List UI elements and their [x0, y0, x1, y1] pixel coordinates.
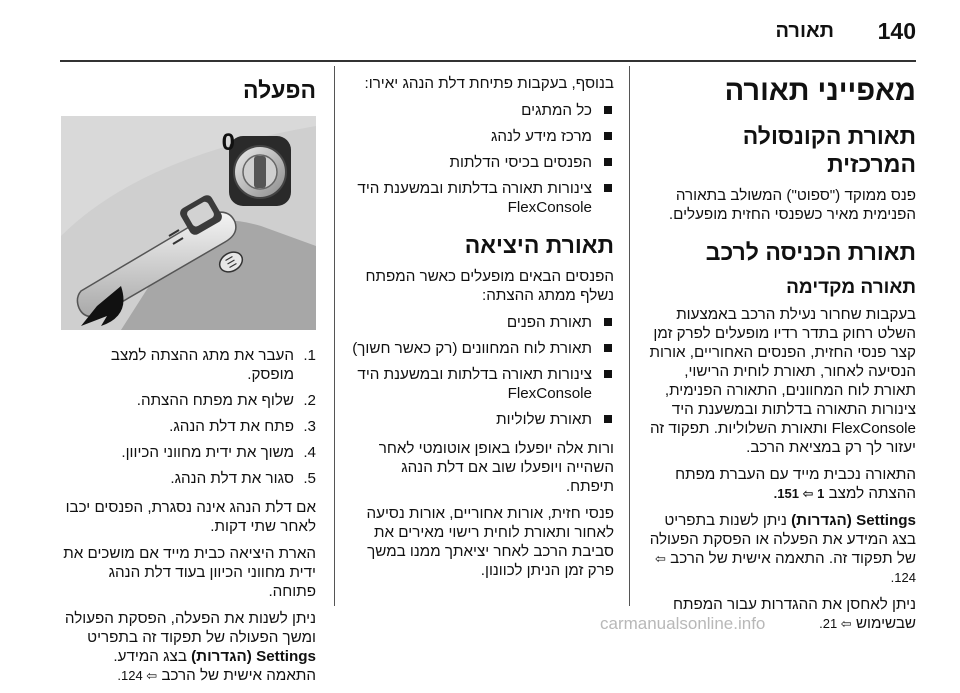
watermark: carmanualsonline.info: [600, 614, 766, 633]
step-item: 5. סגור את דלת הנהג.: [170, 470, 316, 487]
settings-term: Settings (הגדרות): [791, 512, 916, 529]
list-item: צינורות תאורה בדלתות ובמשענת היד FlexConsole: [352, 365, 614, 403]
door-light-list: [352, 101, 614, 217]
entry-paragraph: ניתן לאחסן את ההגדרות עבור המפתח שבשימוש ⇦ 21.: [672, 596, 916, 632]
entry-lighting-heading: תאורת הכניסה לרכב: [705, 239, 916, 265]
central-console-text: פנס ממוקד ("ספוט") המשולב בתאורה הפנימית מאיר כשפנסי החזית מופעלים.: [668, 187, 916, 223]
column-divider: [629, 66, 630, 606]
exit-lighting-heading: תאורת היציאה: [464, 232, 614, 258]
right-column: [648, 74, 916, 641]
stalk-illustration: [61, 116, 316, 330]
entry-paragraph: Settings (הגדרות) ניתן לשנות בתפריט בצג המידע את הפעלה או הפסקת הפעולה של תפקוד זה. התאמה אישית של הרכב ⇦ 124.: [649, 512, 916, 585]
central-console-heading: תאורת הקונסולה המרכזית: [742, 123, 916, 177]
step-item: 2. שלוף את מפתח ההצתה.: [136, 392, 316, 409]
list-item: תאורת הפנים: [352, 313, 614, 332]
page-reference: ⇦ 21.: [819, 616, 852, 631]
welcome-lighting-heading: תאורה מקדימה: [786, 277, 916, 298]
page-reference: ⇦ 124.: [117, 668, 158, 683]
exit-light-list: [352, 313, 614, 429]
middle-column: [352, 74, 614, 588]
list-item: מרכז מידע לנהג: [352, 127, 614, 146]
exit-intro: הפנסים הבאים מופעלים כאשר המפתח נשלף ממתג ההצתה:: [365, 268, 614, 304]
entry-paragraph: התאורה נכבית מייד עם העברת מפתח ההצתה למצב 1 ⇦ 151.: [675, 466, 916, 502]
list-item: תאורת שלוליות: [352, 410, 614, 429]
section-title: מאפייני תאורה: [724, 75, 916, 107]
page-reference: 1 ⇦ 151.: [773, 486, 825, 501]
page-header: [60, 12, 916, 56]
settings-term: Settings (הגדרות): [191, 648, 316, 665]
entry-paragraph: בעקבות שחרור נעילת הרכב באמצעות השלט רחוק בתדר רדיו מופעלים לפרק זמן קצר פנסי החזית, הפנסים האחוריים, אורות הנסיעה לאחור, תאורת לוחית הרישוי, תאורת לוח המחוונים, התאורה הפנימית, צינורות התאורה בדלתות ובמשענת היד FlexConsole ותאורת השלוליות. תפקוד זה יעזור לך רק במציאת הרכב.: [649, 306, 916, 456]
door-intro: בנוסף, בעקבות פתיחת דלת הנהג יאירו:: [364, 75, 614, 92]
activation-paragraph: אם דלת הנהג אינה נסגרת, הפנסים יכבו לאחר שתי דקות.: [65, 499, 316, 535]
activation-paragraph: ניתן לשנות את הפעלה, הפסקת הפעולה ומשך הפעולה של תפקוד זה בתפריט Settings (הגדרות) בצג המידע. התאמה אישית של הרכב ⇦ 124.: [64, 610, 316, 684]
exit-paragraph: ורות אלה יופעלו באופן אוטומטי לאחר השהייה ויופעלו שוב אם דלת הנהג תיפתח.: [378, 440, 614, 495]
activation-steps: [61, 346, 316, 488]
step-item: 1. העבר את מתג ההצתה למצב מופסק.: [110, 347, 316, 383]
ignition-switch-icon: [222, 129, 291, 206]
step-item: 3. פתח את דלת הנהג.: [169, 418, 316, 435]
page-number: 140: [877, 18, 916, 44]
left-column: [61, 74, 316, 693]
header-rule: [60, 60, 916, 62]
step-item: 4. משוך את ידית מחווני הכיוון.: [121, 444, 316, 461]
list-item: צינורות תאורה בדלתות ובמשענת היד FlexConsole: [352, 179, 614, 217]
list-item: הפנסים בכיסי הדלתות: [352, 153, 614, 172]
running-title: תאורה: [775, 20, 834, 42]
list-item: תאורת לוח המחוונים (רק כאשר חשוך): [352, 339, 614, 358]
activation-heading: הפעלה: [243, 77, 316, 103]
page-reference: ⇦ 124.: [654, 551, 916, 585]
list-item: כל המתגים: [352, 101, 614, 120]
turn-signal-stalk-figure: [61, 116, 316, 330]
column-divider: [334, 66, 335, 606]
activation-paragraph: הארת היציאה כבית מייד אם מושכים את ידית מחווני הכיוון בעוד דלת הנהג פתוחה.: [63, 545, 316, 600]
exit-paragraph: פנסי חזית, אורות אחוריים, אורות נסיעה לאחור ותאורת לוחית רישוי מאירים את סביבת הרכב לאחר יציאתך ממנו במשך פרק זמן הניתן לכוונון.: [366, 505, 614, 579]
ignition-position-label: 0: [221, 129, 235, 156]
